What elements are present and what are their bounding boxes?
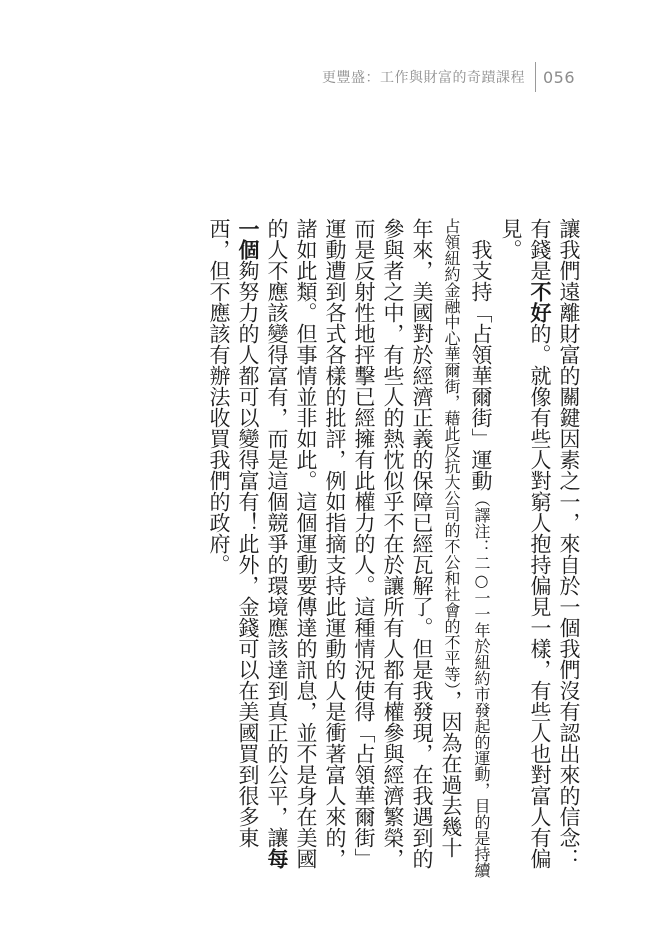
- text-segment: 的。就像有些人對窮人抱持偏見一樣，有些人也對富人有偏見。: [499, 218, 552, 869]
- page-number: 056: [542, 67, 575, 87]
- translator-note: （譯注：二○一一年於紐約市發起的運動，目的是持續占領紐約金融中心華爾街，藉此反抗大公司的不公和社會的不平等）: [442, 218, 491, 878]
- running-title: 更豐盛：工作與財富的奇蹟課程: [321, 70, 525, 86]
- text-segment: 我支持「占領華爾街」運動: [469, 239, 493, 491]
- paragraph-2: [204, 218, 496, 878]
- header-divider: [535, 62, 536, 92]
- body-text: [204, 218, 583, 878]
- paragraph-1: [496, 218, 583, 878]
- text-segment: 讓我們遠離財富的關鍵因素之一，來自於一個我們沒有認出來的信念：有錢是: [528, 218, 581, 869]
- text-segment: 夠努力的人都可以變得富有！此外，金錢可以在美國買到很多東西，但不應該有辦法收買我們的政府。: [207, 218, 260, 848]
- emphasis-text: 每一個: [236, 218, 289, 869]
- running-header: [322, 62, 575, 92]
- text-segment: ，因為在過去幾十年來，美國對於經濟正義的保障已經瓦解了。但是我發現，在我遇到的參與者之中，有些人的熱忱似乎不在於讓所有人都有權參與經濟繁榮，而是反射性地抨擊已經擁有此權力的人。這種情況使得「占領華爾街」運動遭到各式各樣的批評，例如指摘支持此運動的人是衝著富人來的，諸如此類。但事情並非如此。這個運動要傳達的訊息，並不是身在美國的人不應該變得富有，而是這個競爭的環境應該達到真正的公平，讓: [265, 218, 463, 869]
- emphasis-text: 不好: [528, 281, 552, 323]
